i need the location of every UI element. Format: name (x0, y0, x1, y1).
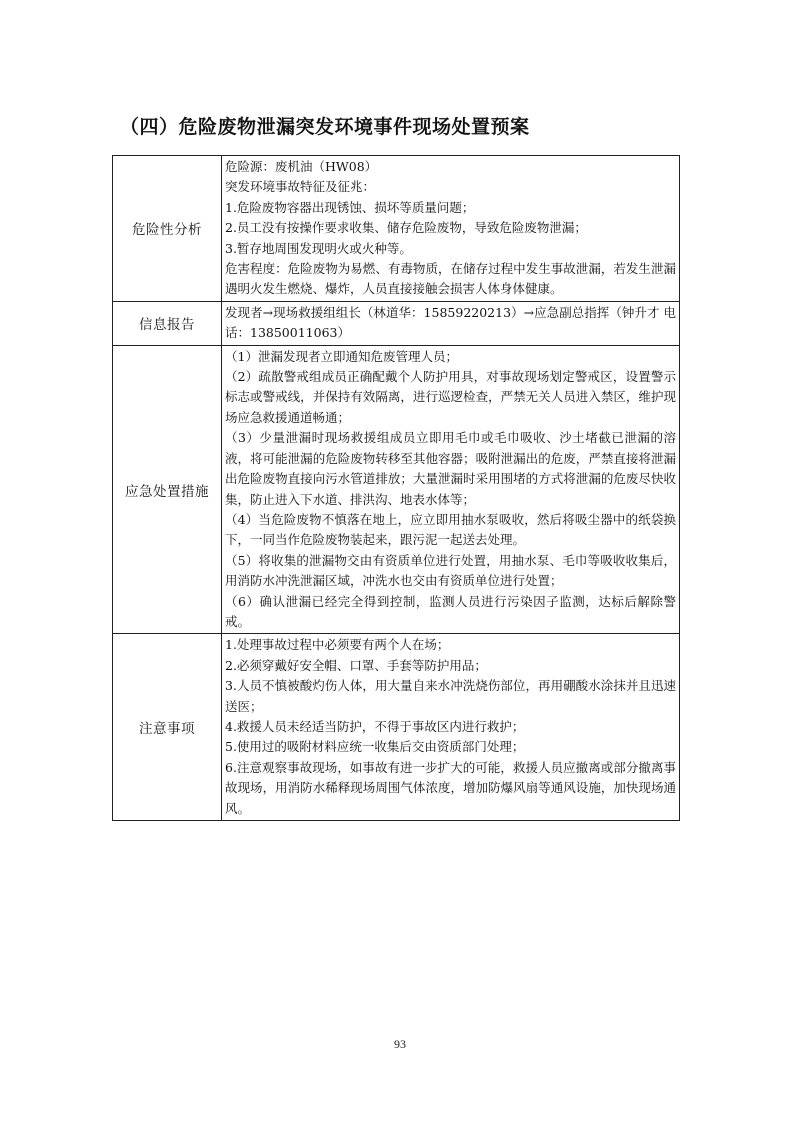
content-line: 危害程度：危险废物为易燃、有毒物质，在储存过程中发生事故泄漏，若发生泄漏遇明火发生燃烧、爆炸，人员直接接触会损害人体身体健康。 (225, 261, 676, 297)
row-content-emergency-measures (222, 345, 680, 634)
table-row-emergency-measures (113, 345, 680, 634)
content-line: 突发环境事故特征及征兆： (225, 179, 376, 195)
content-line: 5.使用过的吸附材料应统一收集后交由资质部门处理； (225, 739, 525, 755)
content-line: 危险源：废机油（HW08） (225, 159, 378, 174)
table-row-precautions (113, 634, 680, 821)
content-line: （1）泄漏发现者立即通知危废管理人员； (225, 348, 458, 364)
page-title: （四）危险废物泄漏突发环境事件现场处置预案 (120, 116, 530, 138)
content-line: （4）当危险废物不慎落在地上，应立即用抽水泵吸收，然后将吸尘器中的纸袋换下，一同当作危险废物装起来，跟污泥一起送去处理。 (225, 511, 676, 548)
row-content-risk-analysis (222, 156, 680, 302)
content-line: 3.人员不慎被酸灼伤人体，用大量自来水冲洗烧伤部位，再用硼酸水涂抹并且迅速送医； (225, 678, 676, 714)
content-line: 1.危险废物容器出现锈蚀、损坏等质量问题； (225, 199, 475, 215)
row-label-risk-analysis: 危险性分析 (113, 156, 222, 302)
row-content-info-report (222, 301, 680, 345)
row-content-precautions (222, 634, 680, 821)
content-line: 2.必须穿戴好安全帽、口罩、手套等防护用品； (225, 657, 487, 673)
emergency-plan-table (112, 155, 680, 821)
page-number: 93 (394, 1037, 406, 1051)
content-line: 6.注意观察事故现场，如事故有进一步扩大的可能，救援人员应撤离或部分撤离事故现场，用消防水稀释现场周围气体浓度，增加防爆风扇等通风设施，加快现场通风。 (225, 759, 676, 816)
content-line: 发现者→现场救援组组长（林道华：15859220213）→应急副总指挥（钟升才 电话：13850011063） (225, 304, 676, 341)
content-line: 3.暂存地周围发现明火或火种等。 (225, 240, 412, 256)
row-label-emergency-measures: 应急处置措施 (113, 345, 222, 634)
content-line: （2）疏散警戒组成员正确配戴个人防护用具，对事故现场划定警戒区，设置警示标志或警戒线，并保持有效隔离，进行巡逻检查，严禁无关人员进入禁区，维护现场应急救援通道畅通； (225, 369, 676, 425)
content-line: 4.救援人员未经适当防护，不得于事故区内进行救护； (225, 718, 525, 734)
row-label-precautions: 注意事项 (113, 634, 222, 821)
content-line: （3）少量泄漏时现场救援组成员立即用毛巾或毛巾吸收、沙土堵截已泄漏的溶液，将可能泄漏的危险废物转移至其他容器；吸附泄漏出的危废，严禁直接将泄漏出危险废物直接向污水管道排放；大量泄漏时采用围堵的方式将泄漏的危废尽快收集，防止进入下水道、排洪沟、地表水体等； (225, 430, 676, 507)
table-row-risk-analysis (113, 156, 680, 302)
content-line: （5）将收集的泄漏物交由有资质单位进行处置，用抽水泵、毛巾等吸收收集后，用消防水冲洗泄漏区域，冲洗水也交由有资质单位进行处置； (225, 552, 676, 589)
content-line: 2.员工没有按操作要求收集、储存危险废物，导致危险废物泄漏； (225, 220, 587, 236)
table-row-info-report (113, 301, 680, 345)
content-line: 1.处理事故过程中必须要有两个人在场； (225, 637, 450, 653)
content-line: （6）确认泄漏已经完全得到控制，监测人员进行污染因子监测，达标后解除警戒。 (225, 593, 676, 629)
row-label-info-report: 信息报告 (113, 301, 222, 345)
